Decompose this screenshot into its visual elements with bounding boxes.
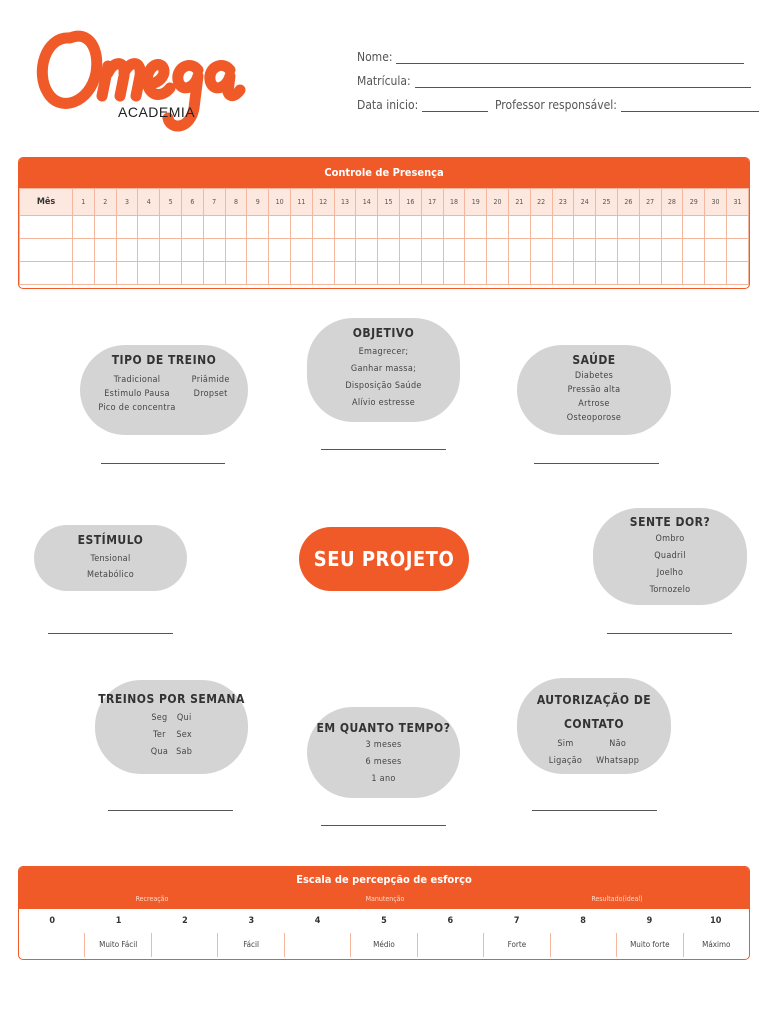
day-15-header: 15 xyxy=(378,189,400,216)
effort-level-3[interactable]: 3 xyxy=(248,916,255,926)
option-alivio-estresse[interactable]: Alívio estresse xyxy=(351,398,415,408)
pain-answer-line[interactable] xyxy=(607,633,732,634)
option-pressao-alta[interactable]: Pressão alta xyxy=(567,385,621,395)
effort-scale-header xyxy=(19,867,749,909)
day-6-header: 6 xyxy=(181,189,203,216)
effort-scale-labels xyxy=(19,933,749,957)
option-1-ano[interactable]: 1 ano xyxy=(371,774,396,784)
day-27-header: 27 xyxy=(639,189,661,216)
option-tradicional[interactable]: Tradicional xyxy=(113,375,161,385)
option-qua[interactable]: Qua xyxy=(150,747,169,757)
attendance-cell[interactable] xyxy=(334,216,356,239)
option-6-meses[interactable]: 6 meses xyxy=(365,757,402,767)
effort-level-0[interactable]: 0 xyxy=(49,916,55,926)
attendance-cell[interactable] xyxy=(443,216,465,239)
effort-level-6[interactable]: 6 xyxy=(447,916,454,926)
attendance-cell[interactable] xyxy=(443,262,465,285)
day-31-header: 31 xyxy=(726,189,748,216)
day-9-header: 9 xyxy=(247,189,269,216)
health-card xyxy=(517,345,671,435)
option-pico-concentra[interactable]: Pico de concentra xyxy=(98,403,176,413)
option-sex[interactable]: Sex xyxy=(176,730,193,740)
attendance-cell[interactable] xyxy=(356,239,378,262)
attendance-cell[interactable] xyxy=(683,216,705,239)
attendance-cell[interactable] xyxy=(465,239,487,262)
effort-label-3: Fácil xyxy=(218,933,284,957)
weekly-training-title: TREINOS POR SEMANA xyxy=(98,692,245,706)
pain-card xyxy=(593,508,747,605)
attendance-cell[interactable] xyxy=(203,216,225,239)
attendance-cell[interactable] xyxy=(94,216,116,239)
attendance-cell[interactable] xyxy=(596,239,618,262)
attendance-cell[interactable] xyxy=(138,239,160,262)
attendance-cell[interactable] xyxy=(596,216,618,239)
name-label: Nome: xyxy=(357,50,393,64)
attendance-cell[interactable] xyxy=(487,216,509,239)
attendance-cell[interactable] xyxy=(290,216,312,239)
option-osteoporose[interactable]: Osteoporose xyxy=(566,413,622,423)
day-13-header: 13 xyxy=(334,189,356,216)
month-cell[interactable] xyxy=(20,216,73,239)
attendance-cell[interactable] xyxy=(94,262,116,285)
month-cell[interactable] xyxy=(20,239,73,262)
health-answer-line[interactable] xyxy=(534,463,659,464)
day-22-header: 22 xyxy=(530,189,552,216)
day-11-header: 11 xyxy=(290,189,312,216)
attendance-cell[interactable] xyxy=(247,262,269,285)
zone-manutencao: Manutenção xyxy=(365,895,405,903)
training-type-col1 xyxy=(98,373,175,415)
authorization-title-line1: AUTORIZAÇÃO DE xyxy=(536,693,652,707)
day-7-header: 7 xyxy=(203,189,225,216)
effort-scale-numbers xyxy=(19,909,749,933)
attendance-cell[interactable] xyxy=(399,262,421,285)
objective-title: OBJETIVO xyxy=(352,326,415,340)
effort-label-9: Muito forte xyxy=(617,933,683,957)
month-cell[interactable] xyxy=(20,262,73,285)
option-seg[interactable]: Seg xyxy=(151,713,168,723)
seu-projeto-button[interactable]: SEU PROJETO xyxy=(299,527,469,591)
omega-academia-logo xyxy=(30,18,260,138)
day-24-header: 24 xyxy=(574,189,596,216)
day-4-header: 4 xyxy=(138,189,160,216)
attendance-cell[interactable] xyxy=(639,216,661,239)
attendance-cell[interactable] xyxy=(596,262,618,285)
option-ter[interactable]: Ter xyxy=(153,730,166,740)
attendance-cell[interactable] xyxy=(443,239,465,262)
timeframe-answer-line[interactable] xyxy=(321,825,446,826)
attendance-cell[interactable] xyxy=(290,262,312,285)
professor-field[interactable] xyxy=(495,98,759,112)
day-23-header: 23 xyxy=(552,189,574,216)
effort-level-4[interactable]: 4 xyxy=(314,916,321,926)
day-2-header: 2 xyxy=(94,189,116,216)
matricula-field[interactable] xyxy=(357,74,751,88)
day-19-header: 19 xyxy=(465,189,487,216)
attendance-row xyxy=(20,216,749,239)
day-25-header: 25 xyxy=(596,189,618,216)
training-type-answer-line[interactable] xyxy=(101,463,225,464)
attendance-cell[interactable] xyxy=(378,216,400,239)
professor-label: Professor responsável: xyxy=(495,98,617,112)
option-disposicao-saude[interactable]: Disposição Saúde xyxy=(345,381,422,391)
objective-answer-line[interactable] xyxy=(321,449,446,450)
attendance-cell[interactable] xyxy=(661,216,683,239)
option-metabolico[interactable]: Metabólico xyxy=(86,570,135,580)
attendance-cell[interactable] xyxy=(269,239,291,262)
attendance-cell[interactable] xyxy=(487,262,509,285)
attendance-cell[interactable] xyxy=(225,262,247,285)
option-quadril[interactable]: Quadril xyxy=(654,551,686,561)
attendance-cell[interactable] xyxy=(269,262,291,285)
effort-level-1[interactable]: 1 xyxy=(115,916,122,926)
attendance-cell[interactable] xyxy=(617,262,639,285)
effort-level-7[interactable]: 7 xyxy=(513,916,520,926)
attendance-cell[interactable] xyxy=(203,262,225,285)
start-date-label: Data inicio: xyxy=(357,98,419,112)
option-sim[interactable]: Sim xyxy=(557,739,574,749)
pain-title: SENTE DOR? xyxy=(629,515,711,529)
attendance-cell[interactable] xyxy=(73,262,95,285)
option-estimulo-pausa[interactable]: Estimulo Pausa xyxy=(104,389,170,399)
stimulus-card xyxy=(34,525,187,591)
option-diabetes[interactable]: Diabetes xyxy=(574,371,614,381)
option-piramide[interactable]: Priâmide xyxy=(191,375,230,385)
attendance-cell[interactable] xyxy=(73,239,95,262)
attendance-cell[interactable] xyxy=(160,216,182,239)
effort-scale-title: Escala de percepção de esforço xyxy=(296,873,472,886)
zone-resultado: Resultado(ideal) xyxy=(591,895,643,903)
attendance-cell[interactable] xyxy=(116,216,138,239)
health-title: SAÚDE xyxy=(572,353,616,367)
attendance-cell[interactable] xyxy=(160,262,182,285)
attendance-cell[interactable] xyxy=(421,216,443,239)
attendance-cell[interactable] xyxy=(530,262,552,285)
attendance-cell[interactable] xyxy=(639,239,661,262)
training-type-title: TIPO DE TREINO xyxy=(111,353,217,367)
attendance-cell[interactable] xyxy=(399,239,421,262)
effort-level-2[interactable]: 2 xyxy=(182,916,188,926)
attendance-cell[interactable] xyxy=(138,216,160,239)
option-sab[interactable]: Sab xyxy=(176,747,193,757)
day-21-header: 21 xyxy=(508,189,530,216)
attendance-cell[interactable] xyxy=(487,239,509,262)
attendance-cell[interactable] xyxy=(574,262,596,285)
day-10-header: 10 xyxy=(269,189,291,216)
attendance-cell[interactable] xyxy=(334,262,356,285)
attendance-cell[interactable] xyxy=(247,216,269,239)
month-label: Mês xyxy=(20,189,73,216)
day-5-header: 5 xyxy=(160,189,182,216)
day-18-header: 18 xyxy=(443,189,465,216)
effort-label-8 xyxy=(551,933,617,957)
attendance-header-row xyxy=(20,189,749,216)
option-tensional[interactable]: Tensional xyxy=(90,554,131,564)
day-30-header: 30 xyxy=(705,189,727,216)
attendance-cell[interactable] xyxy=(552,262,574,285)
attendance-cell[interactable] xyxy=(94,239,116,262)
attendance-title: Controle de Presença xyxy=(19,158,749,188)
attendance-cell[interactable] xyxy=(312,262,334,285)
timeframe-card xyxy=(307,707,460,798)
attendance-cell[interactable] xyxy=(138,262,160,285)
option-ombro[interactable]: Ombro xyxy=(655,534,685,544)
attendance-cell[interactable] xyxy=(683,239,705,262)
option-emagrecer[interactable]: Emagrecer; xyxy=(358,347,409,357)
attendance-cell[interactable] xyxy=(312,239,334,262)
name-field[interactable] xyxy=(357,50,744,64)
attendance-cell[interactable] xyxy=(465,262,487,285)
attendance-cell[interactable] xyxy=(661,239,683,262)
objective-card xyxy=(307,318,460,422)
option-nao[interactable]: Não xyxy=(609,739,627,749)
attendance-cell[interactable] xyxy=(399,216,421,239)
effort-level-9[interactable]: 9 xyxy=(646,916,653,926)
attendance-cell[interactable] xyxy=(181,262,203,285)
attendance-cell[interactable] xyxy=(73,216,95,239)
attendance-cell[interactable] xyxy=(508,262,530,285)
effort-level-10[interactable]: 10 xyxy=(710,916,722,926)
zone-recreacao: Recreação xyxy=(135,895,169,903)
attendance-cell[interactable] xyxy=(203,239,225,262)
day-16-header: 16 xyxy=(399,189,421,216)
attendance-cell[interactable] xyxy=(356,216,378,239)
attendance-cell[interactable] xyxy=(726,216,748,239)
effort-level-5[interactable]: 5 xyxy=(381,916,387,926)
option-ligacao[interactable]: Ligação xyxy=(548,756,583,766)
stimulus-answer-line[interactable] xyxy=(48,633,173,634)
attendance-cell[interactable] xyxy=(225,216,247,239)
attendance-cell[interactable] xyxy=(552,239,574,262)
attendance-cell[interactable] xyxy=(705,262,727,285)
attendance-cell[interactable] xyxy=(269,216,291,239)
attendance-cell[interactable] xyxy=(508,216,530,239)
day-26-header: 26 xyxy=(617,189,639,216)
effort-label-2 xyxy=(152,933,218,957)
attendance-cell[interactable] xyxy=(312,216,334,239)
day-29-header: 29 xyxy=(683,189,705,216)
attendance-table xyxy=(18,157,750,289)
option-ganhar-massa[interactable]: Ganhar massa; xyxy=(350,364,417,374)
effort-label-1: Muito Fácil xyxy=(85,933,151,957)
effort-label-4 xyxy=(285,933,351,957)
effort-label-10: Máximo xyxy=(702,940,731,949)
attendance-cell[interactable] xyxy=(225,239,247,262)
attendance-cell[interactable] xyxy=(617,239,639,262)
day-1-header: 1 xyxy=(73,189,95,216)
attendance-cell[interactable] xyxy=(465,216,487,239)
day-8-header: 8 xyxy=(225,189,247,216)
attendance-cell[interactable] xyxy=(530,239,552,262)
attendance-cell[interactable] xyxy=(378,239,400,262)
option-whatsapp[interactable]: Whatsapp xyxy=(596,756,640,766)
attendance-cell[interactable] xyxy=(378,262,400,285)
day-14-header: 14 xyxy=(356,189,378,216)
option-tornozelo[interactable]: Tornozelo xyxy=(649,585,691,595)
day-20-header: 20 xyxy=(487,189,509,216)
contact-authorization-card xyxy=(517,678,671,774)
day-28-header: 28 xyxy=(661,189,683,216)
stimulus-title: ESTÍMULO xyxy=(77,533,144,547)
attendance-cell[interactable] xyxy=(334,239,356,262)
attendance-cell[interactable] xyxy=(508,239,530,262)
authorization-answer-line[interactable] xyxy=(532,810,657,811)
logo-subtitle: ACADEMIA xyxy=(118,104,196,120)
day-12-header: 12 xyxy=(312,189,334,216)
training-type-col2 xyxy=(192,373,230,415)
attendance-cell[interactable] xyxy=(421,239,443,262)
attendance-cell[interactable] xyxy=(116,262,138,285)
effort-scale xyxy=(18,866,750,960)
attendance-cell[interactable] xyxy=(574,216,596,239)
option-artrose[interactable]: Artrose xyxy=(578,399,610,409)
weekly-training-answer-line[interactable] xyxy=(108,810,233,811)
attendance-cell[interactable] xyxy=(705,239,727,262)
attendance-cell[interactable] xyxy=(160,239,182,262)
attendance-cell[interactable] xyxy=(726,239,748,262)
effort-label-6 xyxy=(418,933,484,957)
attendance-cell[interactable] xyxy=(726,262,748,285)
weekly-training-card xyxy=(95,680,248,774)
attendance-cell[interactable] xyxy=(552,216,574,239)
option-joelho[interactable]: Joelho xyxy=(656,568,684,578)
effort-label-5: Médio xyxy=(351,933,417,957)
option-dropset[interactable]: Dropset xyxy=(193,389,228,399)
start-date-field[interactable] xyxy=(357,98,488,112)
effort-label-7: Forte xyxy=(484,933,550,957)
effort-label-0 xyxy=(19,933,85,957)
effort-level-8[interactable]: 8 xyxy=(580,916,586,926)
attendance-cell[interactable] xyxy=(617,216,639,239)
attendance-cell[interactable] xyxy=(639,262,661,285)
attendance-cell[interactable] xyxy=(530,216,552,239)
authorization-title-line2: CONTATO xyxy=(563,717,625,731)
training-type-card xyxy=(80,345,248,435)
attendance-row xyxy=(20,239,749,262)
matricula-label: Matrícula: xyxy=(357,74,411,88)
attendance-cell[interactable] xyxy=(181,239,203,262)
attendance-cell[interactable] xyxy=(683,262,705,285)
day-3-header: 3 xyxy=(116,189,138,216)
day-17-header: 17 xyxy=(421,189,443,216)
option-qui[interactable]: Qui xyxy=(176,713,192,723)
timeframe-title: EM QUANTO TEMPO? xyxy=(316,721,451,735)
option-3-meses[interactable]: 3 meses xyxy=(365,740,402,750)
attendance-cell[interactable] xyxy=(705,216,727,239)
attendance-cell[interactable] xyxy=(247,239,269,262)
attendance-cell[interactable] xyxy=(290,239,312,262)
attendance-cell[interactable] xyxy=(574,239,596,262)
attendance-cell[interactable] xyxy=(181,216,203,239)
attendance-cell[interactable] xyxy=(661,262,683,285)
attendance-cell[interactable] xyxy=(116,239,138,262)
attendance-cell[interactable] xyxy=(421,262,443,285)
attendance-row xyxy=(20,262,749,285)
omega-logo-mark xyxy=(30,18,260,138)
attendance-cell[interactable] xyxy=(356,262,378,285)
